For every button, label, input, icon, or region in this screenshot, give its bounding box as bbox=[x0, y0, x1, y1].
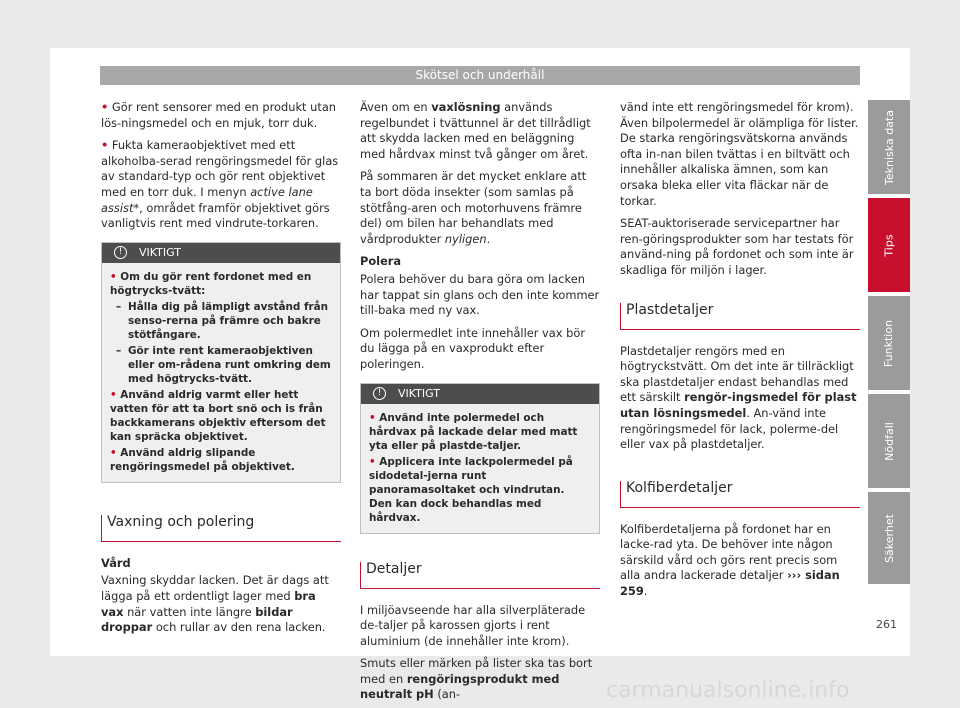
warning-header: ! VIKTIGT bbox=[102, 243, 340, 263]
warning-item: • Använd inte polermedel och hårdvax på lackade delar med matt yta eller på plastde-taljer. bbox=[369, 411, 578, 452]
tab-tekniska-data[interactable]: Tekniska data bbox=[868, 100, 910, 194]
bullet-sensors: • Gör rent sensorer med en produkt utan lös-ningsmedel och en mjuk, torr duk. bbox=[101, 100, 337, 130]
warning-box-1 bbox=[101, 242, 341, 483]
paragraph-krom: vänd inte ett rengöringsmedel för krom). Även bilpolermedel är olämpliga för lister. De starka rengöringsvätskorna används ofta in-nan bilen tvättas i en biltvätt och innehåller alkaliska ämnen, som kan orsaka bleka eller vita fläckar när de torkar. bbox=[620, 100, 859, 208]
warning-subitem: – Hålla dig på lämpligt avstånd från senso-rerna på främre och bakre stötfångare. bbox=[110, 300, 332, 342]
paragraph-polermedel: Om polermedlet inte innehåller vax bör du lägga på en vaxprodukt efter poleringen. bbox=[360, 325, 586, 371]
warning-box-2 bbox=[360, 383, 600, 534]
paragraph-vard: Vaxning skyddar lacken. Det är dags att lägga på ett ordentligt lager med bra vax när vatten inte längre bildar droppar och rullar av den rena lacken. bbox=[101, 573, 329, 635]
tab-sakerhet[interactable]: Säkerhet bbox=[868, 492, 910, 584]
section-heading-plast: Plastdetaljer bbox=[620, 301, 860, 330]
page-reference-link[interactable]: ››› sidan 259 bbox=[620, 568, 840, 599]
column-2 bbox=[360, 100, 600, 708]
column-3 bbox=[620, 100, 860, 607]
section-heading-detaljer: Detaljer bbox=[360, 560, 600, 589]
section-heading-kolfiber: Kolfiberdetaljer bbox=[620, 479, 860, 508]
tab-funktion[interactable]: Funktion bbox=[868, 296, 910, 390]
warning-subitem: – Gör inte rent kameraobjektiven eller om-rådena runt omkring dem med högtrycks-tvätt. bbox=[110, 344, 332, 386]
paragraph-vaxlosning: Även om en vaxlösning används regelbundet i tvättunnel är det tillrådligt att skydda lacken med en beläggning med hårdvax minst två gånger om året. bbox=[360, 100, 591, 161]
watermark-text: carmanualsonline.info bbox=[606, 678, 850, 703]
section-heading-vaxning: Vaxning och polering bbox=[101, 513, 341, 542]
tab-nodfall[interactable]: Nödfall bbox=[868, 394, 910, 488]
paragraph-insekter: På sommaren är det mycket enklare att ta bort döda insekter (som samlas på stötfång-aren och motorhuvens främre del) om bilen har behandlats med vårdprodukter nyligen. bbox=[360, 169, 587, 246]
subheading-polera: Polera bbox=[360, 254, 402, 269]
paragraph-silver: I miljöavseende har alla silverpläterade de-taljer på karossen gjorts i rent aluminium (de innehåller inte krom). bbox=[360, 602, 586, 648]
info-icon: ! bbox=[373, 387, 386, 400]
page-header: Skötsel och underhåll bbox=[100, 66, 860, 85]
page-number: 261 bbox=[876, 618, 897, 631]
paragraph-plast: Plastdetaljer rengörs med en högtryckstvätt. Om det inte är tillräckligt ska plastdetaljer endast behandlas med ett särskilt rengör-ingsmedel för plast utan lösningsmedel. An-vänd inte rengöringsmedel för lack, polerme-del eller vax på plastdetaljer. bbox=[620, 343, 857, 452]
column-1 bbox=[101, 100, 341, 643]
warning-item: • Använd aldrig varmt eller hett vatten för att ta bort snö och is från backkamerans objektiv eftersom det kan spräcka objektivet. bbox=[110, 388, 326, 443]
paragraph-polera: Polera behöver du bara göra om lacken har tappat sin glans och den inte kommer till-baka med ny vax. bbox=[360, 271, 600, 318]
tab-tips[interactable]: Tips bbox=[868, 198, 910, 292]
warning-item: • Använd aldrig slipande rengöringsmedel på objektivet. bbox=[110, 446, 295, 473]
subheading-vard: Vård bbox=[101, 555, 131, 570]
paragraph-lister: Smuts eller märken på lister ska tas bort med en rengöringsprodukt med neutralt pH (an- bbox=[360, 656, 593, 702]
warning-item: • Applicera inte lackpolermedel på sidodetal-jerna runt panoramasoltaket och vindrutan. Den kan dock behandlas med hårdvax. bbox=[369, 455, 573, 524]
bullet-camera: • Fukta kameraobjektivet med ett alkoholba-serad rengöringsmedel för glas av standard-typ och gör rent objektivet med en torr duk. I menyn active lane assist*, området framför objektivet görs vanligtvis rent med vindrute-torkaren. bbox=[101, 138, 339, 231]
warning-header: ! VIKTIGT bbox=[361, 384, 599, 404]
paragraph-seat: SEAT-auktoriserade servicepartner har ren-göringsprodukter som har testats för använd-ning på fordonet och som inte är skadliga för miljön i lager. bbox=[620, 216, 854, 277]
warning-item: • Om du gör rent fordonet med en högtrycks-tvätt: bbox=[110, 270, 312, 297]
paragraph-kolfiber: Kolfiberdetaljerna på fordonet har en lacke-rad yta. De behöver inte någon särskild vård och görs rent precis som alla andra lackerade detaljer ››› sidan 259. bbox=[620, 521, 840, 599]
info-icon: ! bbox=[114, 246, 127, 259]
